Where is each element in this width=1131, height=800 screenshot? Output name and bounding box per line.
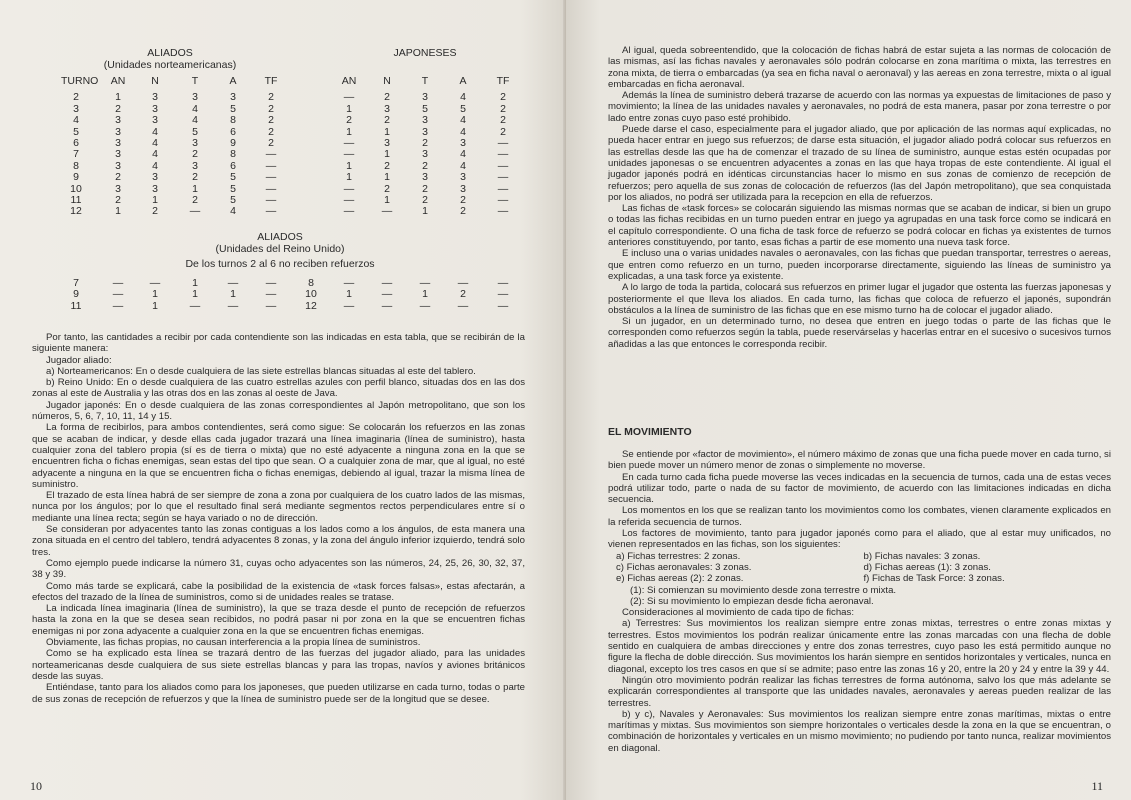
uk-cell: 2 — [460, 288, 466, 301]
japan-header-cell: TF — [496, 75, 510, 87]
left-paragraph: Se consideran por adyacentes tanto las zonas contiguas a los lados como a los ángulos, de esta manera una zona situada en el centro del tablero, tendrá adyacentes 8 zonas, y la zona del ángulo inferior izquierdo, tendrá solo tres. — [32, 524, 525, 558]
left-paragraph: Obviamente, las fichas propias, no causan interferencia a la propia línea de suministros. — [46, 637, 421, 649]
section-title-movement: EL MOVIMIENTO — [608, 426, 692, 438]
japan-cell: 4 — [460, 125, 466, 138]
japan-cell: 3 — [422, 114, 428, 127]
usa-cell: 8 — [230, 148, 236, 161]
japan-cell: — — [343, 148, 355, 161]
left-paragraph: Jugador aliado: — [46, 354, 112, 366]
usa-cell: 8 — [230, 114, 236, 127]
usa-cell: — — [265, 159, 277, 172]
uk-cell: 8 — [308, 277, 314, 289]
japan-cell: 3 — [460, 136, 466, 149]
usa-cell: 3 — [115, 136, 121, 149]
uk-cell: — — [343, 299, 355, 312]
table-header-row — [0, 76, 566, 87]
uk-cell: — — [381, 288, 393, 301]
uk-cell: — — [189, 299, 201, 312]
japan-cell: 1 — [346, 159, 352, 172]
right-paragraph: Al igual, queda sobreentendido, que la colocación de fichas habrá de estar sujeta a las normas de colocación de las mismas, así las fichas navales y aeronavales sólo podrán colocarse en zona marítima o mixta, las terrestres en zona mixta, de tierra o embarcadas (ya sea en ficha naval o aeronaval) y las aereas en zona terrestre, mixta o al igual embarcadas en ficha aeronaval. — [608, 45, 1111, 90]
usa-cell: 4 — [192, 102, 198, 115]
usa-cell: 3 — [73, 102, 79, 115]
usa-cell: 5 — [230, 102, 236, 115]
japan-cell: — — [343, 205, 355, 218]
japan-cell: 2 — [384, 159, 390, 172]
japan-cell: 3 — [460, 182, 466, 195]
uk-cell: 7 — [73, 277, 79, 289]
japan-cell: 3 — [460, 171, 466, 184]
uk-cell: — — [497, 277, 509, 289]
japan-cell: 3 — [422, 125, 428, 138]
uk-cell: — — [381, 299, 393, 312]
uk-cell: — — [112, 277, 124, 289]
usa-cell: 2 — [192, 148, 198, 161]
japan-cell: — — [497, 136, 509, 149]
table-row — [0, 149, 566, 160]
left-paragraph: Jugador japonés: En o desde cualquiera de las zonas correspondientes al Japón metropolitano, que son los números, 5, 6, 7, 10, 11, 14 y 15. — [32, 399, 525, 423]
japan-cell: 2 — [384, 182, 390, 195]
japan-table-heading — [370, 47, 480, 59]
uk-cell: 11 — [70, 299, 82, 312]
page-number-left: 10 — [30, 779, 42, 793]
usa-cell: 5 — [73, 125, 79, 138]
uk-cell: 1 — [192, 277, 198, 289]
usa-header-cell: AN — [110, 75, 126, 87]
usa-cell: 10 — [70, 182, 82, 195]
usa-cell: — — [265, 148, 277, 161]
uk-cell: 1 — [422, 288, 428, 301]
usa-cell: 3 — [115, 159, 121, 172]
japan-cell: 3 — [422, 171, 428, 184]
usa-cell: 3 — [152, 182, 158, 195]
japan-cell: 2 — [422, 182, 428, 195]
usa-cell: — — [265, 205, 277, 218]
usa-cell: 4 — [152, 148, 158, 161]
japan-cell: 2 — [500, 102, 506, 115]
table-row — [0, 92, 566, 103]
uk-cell: 10 — [305, 288, 317, 301]
usa-cell: 6 — [230, 125, 236, 138]
usa-cell: 2 — [115, 102, 121, 115]
japan-cell: — — [497, 182, 509, 195]
left-paragraph: El trazado de esta línea habrá de ser siempre de zona a zona por cualquiera de los cuatro lados de las mismas, nunca por los ángulos; por lo que el resultado final será mediante segmentos rectos perpendiculares entre sí o mediante una línea recta; según se haya variado o no de dirección. — [32, 490, 525, 524]
usa-cell: 2 — [268, 114, 274, 127]
table-row — [0, 115, 566, 126]
right-paragraph: Puede darse el caso, especialmente para el jugador aliado, que por aplicación de las normas aquí explicadas, no pueda hacer entrar en juego sus refuerzos; de darse esta situación, el jugador aliado podrá colocar sus refuerzos en las estrellas desde las que ha de comenzar el trazado de su línea de suministro, aunque estas estén ocupadas por unidades japonesas o se encuentren adyacentes a zonas en las que haya tropas de este contendiente. Al igual el jugador japonés podrá en idénticas circunstancias hacer lo mismo en sus zonas de comienzo de recepción de refuerzos; pero aquella de sus zonas de colocación de refuerzos (las del Japón metropolitano), que sea conquistada por los aliados, no podrá ser utilizada para la recepcion en ella de refuerzos. — [608, 124, 1111, 203]
japan-cell: — — [343, 182, 355, 195]
japan-cell: — — [497, 205, 509, 218]
japan-cell: 1 — [346, 125, 352, 138]
usa-cell: 1 — [152, 193, 158, 206]
left-paragraph: La indicada línea imaginaria (línea de suministro), la que se traza desde el punto de recepción de refuerzos hasta la zona en la que se desea sean recibidos, no podrá pasar ni por zona en la que se encuentren fichas enemigas ni por zona adyacente a cualquier zona en la que se encuentren fichas enemigas. — [32, 603, 525, 637]
usa-cell: 2 — [268, 125, 274, 138]
japan-cell: 4 — [460, 114, 466, 127]
uk-cell: 9 — [73, 288, 79, 301]
uk-cell: 1 — [346, 288, 352, 301]
table-row — [0, 172, 566, 183]
japan-cell: 2 — [460, 205, 466, 218]
japan-table-title: JAPONESES — [393, 47, 457, 59]
usa-cell: 3 — [152, 102, 158, 115]
movement-paragraph: Los momentos en los que se realizan tanto los movimientos como los combates, vienen claramente explicados en la referida secuencia de turnos. — [608, 505, 1111, 528]
left-paragraph: Como más tarde se explicará, cabe la posibilidad de la existencia de «task forces falsas», estas afectarán, a efectos del trazado de la línea de suministros, como si de unidades reales se tratase. — [32, 580, 525, 603]
usa-cell: — — [265, 193, 277, 206]
uk-table-subtitle: (Unidades del Reino Unido) — [215, 243, 345, 255]
left-paragraph: a) Norteamericanos: En o desde cualquiera de las siete estrellas blancas situadas al este del tablero. — [46, 365, 476, 377]
usa-cell: 3 — [115, 125, 121, 138]
japan-cell: 3 — [384, 102, 390, 115]
usa-cell: 12 — [70, 205, 82, 218]
usa-cell: 3 — [152, 91, 158, 104]
japan-cell: 1 — [384, 125, 390, 138]
movement-paragraph: Los factores de movimiento, tanto para jugador japonés como para el aliado, que al estar muy unificados, no vienen representados en las fichas, son los siguientes: — [608, 528, 1111, 551]
usa-header-cell: T — [191, 75, 199, 87]
uk-table-title: ALIADOS — [257, 231, 303, 243]
uk-cell: — — [227, 277, 239, 289]
right-page — [566, 0, 1131, 800]
usa-cell: 1 — [115, 205, 121, 218]
movement-factor-item: a) Fichas terrestres: 2 zonas. — [616, 550, 741, 562]
uk-reinforcement-table — [0, 278, 566, 314]
japan-cell: 3 — [422, 148, 428, 161]
left-paragraph: Como ejemplo puede indicarse la número 31, cuyas ocho adyacentes son las números, 24, 25, 26, 30, 32, 37, 38 y 39. — [32, 557, 525, 581]
usa-cell: 7 — [73, 148, 79, 161]
usa-header-cell: N — [151, 75, 159, 87]
japan-cell: 3 — [384, 136, 390, 149]
uk-cell: — — [265, 277, 277, 289]
right-paragraph: Las fichas de «task forces» se colocarán siguiendo las mismas normas que se acaban de indicar, si bien un grupo o todas las fichas recibidas en un turno pueden entrar en juego ya agrupadas en una task force como se indicará en el capítulo correspondiente. O una ficha de task force de refuerzo se podrá colocar en fichas ya existentes de turnos anteriores constituyendo, por tanto, esas fichas a partir de ese momento una nueva task force. — [608, 203, 1111, 249]
usa-cell: 3 — [192, 159, 198, 172]
japan-cell: 2 — [500, 125, 506, 138]
usa-cell: 3 — [115, 182, 121, 195]
japan-cell: — — [381, 205, 393, 218]
usa-cell: 3 — [230, 91, 236, 104]
usa-cell: 4 — [152, 125, 158, 138]
usa-cell: 11 — [70, 193, 82, 206]
uk-cell: — — [457, 277, 469, 289]
usa-header-cell: A — [229, 75, 237, 87]
japan-cell: 5 — [460, 102, 466, 115]
usa-cell: 2 — [115, 193, 121, 206]
japan-cell: — — [497, 171, 509, 184]
usa-cell: 1 — [115, 91, 121, 104]
usa-cell: 4 — [73, 114, 79, 127]
usa-cell: 2 — [115, 171, 121, 184]
usa-cell: 6 — [73, 136, 79, 149]
page-number-right: 11 — [1091, 779, 1103, 793]
usa-table-heading — [70, 47, 270, 71]
usa-header-cell: TURNO — [61, 75, 99, 87]
japan-cell: 2 — [500, 91, 506, 104]
left-paragraph: La forma de recibirlos, para ambos contendientes, será como sigue: Se colocarán los refuerzos en las zonas que se acaban de indicar, y desde ellas cada jugador trazará una línea imaginaria (línea de suministro), hasta cualquier zona del tablero propia (sí es de tierra o mixta) que no esté adyacente a ninguna zona en la que se encuentren ficha o fichas enemigas, sean estas del tipo que sean. O a cualquier zona de mar, que al igual, no esté adyacente a ninguna en la que se encuentren ficha o fichas enemigas, debiendo al igual, trazar la misma línea de suministro. — [32, 422, 525, 490]
japan-cell: 2 — [422, 193, 428, 206]
japan-cell: 1 — [384, 171, 390, 184]
japan-cell: 4 — [460, 159, 466, 172]
right-paragraph: Además la línea de suministro deberá trazarse de acuerdo con las normas ya expuestas de limitaciones de paso y movimiento; la línea de las unidades navales y aeronavales, no podrá de esta manera, pasar por zona terrestre o por lado entre zonas cuyo paso esté prohibido. — [608, 90, 1111, 124]
movement-factor-item: b) Fichas navales: 3 zonas. — [863, 550, 981, 562]
movement-factor-item: e) Fichas aereas (2): 2 zonas. — [616, 573, 744, 585]
japan-cell: 2 — [500, 114, 506, 127]
japan-cell: — — [343, 136, 355, 149]
uk-cell: — — [112, 299, 124, 312]
left-paragraph: b) Reino Unido: En o desde cualquiera de las cuatro estrellas azules con perfil blanco, situadas dos en las dos zonas al este de Australia y las otras dos en las zonas al oeste de Java. — [32, 377, 525, 400]
usa-cell: 6 — [230, 159, 236, 172]
reinforcement-table — [0, 76, 566, 226]
movement-paragraph: Consideraciones al movimiento de cada tipo de fichas: — [622, 607, 854, 619]
japan-cell: — — [497, 148, 509, 161]
usa-cell: 3 — [152, 114, 158, 127]
uk-cell: — — [497, 288, 509, 301]
table-row — [0, 184, 566, 195]
usa-cell: — — [265, 182, 277, 195]
uk-cell: — — [497, 299, 509, 312]
usa-cell: 2 — [268, 91, 274, 104]
movement-factor-item: d) Fichas aereas (1): 3 zonas. — [863, 561, 991, 573]
movement-factor-item: f) Fichas de Task Force: 3 zonas. — [863, 573, 1005, 585]
usa-cell: 2 — [192, 193, 198, 206]
movement-factor-note: (1): Si comienzan su movimiento desde zona terrestre o mixta. — [630, 584, 897, 596]
japan-header-cell: N — [383, 75, 391, 87]
uk-cell: — — [457, 299, 469, 312]
uk-cell: — — [265, 299, 277, 312]
uk-cell: 1 — [230, 288, 236, 301]
japan-cell: 1 — [346, 171, 352, 184]
movement-factors-list — [608, 551, 1111, 585]
usa-cell: 3 — [192, 136, 198, 149]
usa-cell: — — [265, 171, 277, 184]
usa-cell: 5 — [192, 125, 198, 138]
usa-table-title: ALIADOS — [147, 47, 193, 59]
left-paragraph: Por tanto, las cantidades a recibir por cada contendiente son las indicadas en esta tabla, que se recibirán de la siguiente manera: — [32, 332, 525, 355]
uk-cell: — — [419, 299, 431, 312]
table-row — [0, 195, 566, 206]
uk-cell: 1 — [152, 288, 158, 301]
table-row — [0, 206, 566, 217]
japan-header-cell: T — [421, 75, 429, 87]
movement-paragraph: En cada turno cada ficha puede moverse las veces indicadas en la secuencia de turnos, cada una de estas veces podrá utilizar todo, parte o nada de su factor de movimiento, de acuerdo con las limitaciones indicadas en dicha secuencia. — [608, 471, 1111, 506]
right-paragraph: Si un jugador, en un determinado turno, no desea que entren en juego todas o parte de las fichas que le corresponden como refuerzos según la tabla, puede reservárselas y hacerlas entrar en el sucesivo o sucesivos turnos añadidas a las que entonces le corresponda recibir. — [608, 316, 1111, 350]
usa-cell: 9 — [230, 136, 236, 149]
japan-cell: — — [343, 91, 355, 104]
uk-table-row — [0, 278, 566, 289]
usa-cell: 3 — [115, 114, 121, 127]
usa-cell: 9 — [73, 171, 79, 184]
table-row — [0, 127, 566, 138]
movement-factor-item: c) Fichas aeronavales: 3 zonas. — [616, 561, 752, 573]
usa-cell: 2 — [73, 91, 79, 104]
uk-table-row — [0, 301, 566, 312]
usa-cell: 1 — [192, 182, 198, 195]
uk-table-row — [0, 289, 566, 300]
uk-table-note: De los turnos 2 al 6 no reciben refuerzos — [185, 258, 375, 270]
left-body-text — [32, 332, 525, 772]
uk-cell: — — [149, 277, 161, 289]
usa-cell: 2 — [192, 171, 198, 184]
japan-cell: 2 — [384, 114, 390, 127]
movement-paragraph: b) y c), Navales y Aeronavales: Sus movimientos los realizan siempre entre zonas marítimas, mixtas o entre marítimas y mixtas. Sus movimientos son siempre horizontales o verticales desde la zona en la que se encuentran, o combinación de horizontales y verticales en un mismo movimiento; no pudiendo por tanto nunca, realizar movimientos en diagonal. — [608, 708, 1111, 754]
right-body-text-top — [608, 45, 1111, 405]
japan-cell: 5 — [422, 102, 428, 115]
uk-cell: — — [265, 288, 277, 301]
japan-cell: 1 — [384, 148, 390, 161]
uk-cell: 12 — [305, 299, 317, 312]
uk-cell: — — [343, 277, 355, 289]
usa-cell: 4 — [152, 136, 158, 149]
table-row — [0, 161, 566, 172]
usa-cell: — — [189, 205, 201, 218]
usa-cell: 4 — [192, 114, 198, 127]
usa-cell: 5 — [230, 171, 236, 184]
japan-cell: — — [497, 193, 509, 206]
usa-table-subtitle: (Unidades norteamericanas) — [103, 59, 237, 71]
uk-cell: — — [381, 277, 393, 289]
uk-cell: 1 — [152, 299, 158, 312]
japan-cell: 4 — [460, 148, 466, 161]
japan-cell: 2 — [422, 159, 428, 172]
japan-cell: 2 — [460, 193, 466, 206]
movement-paragraph: a) Terrestres: Sus movimientos los realizan siempre entre zonas mixtas, terrestres o entre zonas mixtas y terrestres. Estos movimientos los podrán realizar únicamente entre las zonas marcadas con una flecha de doble sentido en cualquiera de ambas direcciones y entre dos zonas terrestres, cuyo paso les está permitido aunque no figure la flecha de doble dirección. Sus movimientos los harán siempre en sentidos horizontales y verticales, nunca en diagonal, excepto los tres casos en que sí se admite; paso entre las zonas 16 y 20, entre la 20 y 24 y entre la 39 y 44. — [608, 618, 1111, 675]
japan-cell: 3 — [422, 91, 428, 104]
japan-cell: 1 — [346, 102, 352, 115]
left-paragraph: Como se ha explicado esta línea se trazará dentro de las fuerzas del jugador aliado, para las unidades norteamericanas desde cualquiera de sus siete estrellas blancas y para las tropas, navíos y aviones británicos desde las suyas. — [32, 648, 525, 682]
usa-cell: 5 — [230, 182, 236, 195]
japan-header-cell: A — [459, 75, 467, 87]
japan-cell: 1 — [384, 193, 390, 206]
right-body-text-movement — [608, 449, 1111, 779]
uk-cell: — — [227, 299, 239, 312]
uk-cell: — — [419, 277, 431, 289]
usa-cell: 4 — [152, 159, 158, 172]
usa-cell: 4 — [230, 205, 236, 218]
right-paragraph: E incluso una o varias unidades navales o aeronavales, con las fichas que puedan transportar, terrestres o aereas, que entren como refuerzo en un turno, pueden incorporarse directamente, siguiendo las líneas de suministro ya explicadas, a una task force ya existente. — [608, 248, 1111, 282]
uk-cell: — — [112, 288, 124, 301]
usa-cell: 2 — [268, 136, 274, 149]
uk-cell: 1 — [192, 288, 198, 301]
usa-cell: 8 — [73, 159, 79, 172]
japan-cell: 2 — [384, 91, 390, 104]
japan-cell: 2 — [422, 136, 428, 149]
usa-cell: 2 — [152, 205, 158, 218]
table-row — [0, 138, 566, 149]
japan-cell: 1 — [422, 205, 428, 218]
uk-table-heading — [150, 231, 410, 270]
usa-cell: 5 — [230, 193, 236, 206]
usa-header-cell: TF — [264, 75, 278, 87]
japan-header-cell: AN — [341, 75, 357, 87]
right-paragraph: A lo largo de toda la partida, colocará sus refuerzos en primer lugar el jugador que ostenta las fuerzas japonesas y posteriormente el que lleva los aliados. En cada turno, las fichas que coloca de refuerzo el japonés, supondrán obstáculos a la línea de suministro de las fichas que en ese mismo turno ha de colocar el jugador aliado. — [608, 282, 1111, 316]
japan-cell: 2 — [346, 114, 352, 127]
japan-cell: — — [343, 193, 355, 206]
usa-cell: 2 — [268, 102, 274, 115]
movement-paragraph: Ningún otro movimiento podrán realizar las fichas terrestres de forma autónoma, salvo los que más adelante se explicarán correspondientes al transporte que las unidades navales, aeronavales y aereas pueden realizar de las terrestres. — [608, 674, 1111, 709]
usa-cell: 3 — [152, 171, 158, 184]
movement-factor-note: (2): Si su movimiento lo empiezan desde ficha aeronaval. — [630, 595, 874, 607]
japan-cell: — — [497, 159, 509, 172]
table-row — [0, 104, 566, 115]
usa-cell: 3 — [115, 148, 121, 161]
japan-cell: 4 — [460, 91, 466, 104]
usa-cell: 3 — [192, 91, 198, 104]
movement-paragraph: Se entiende por «factor de movimiento», el número máximo de zonas que una ficha puede mover en cada turno, si bien puede mover un número menor de zonas o simplemente no moverse. — [608, 449, 1111, 472]
left-paragraph: Entiéndase, tanto para los aliados como para los japoneses, que pueden utilizarse en cada turno, todas o parte de sus zonas de recepción de refuerzos y que la línea de suministro puede ser de la longitud que se desee. — [32, 682, 525, 705]
